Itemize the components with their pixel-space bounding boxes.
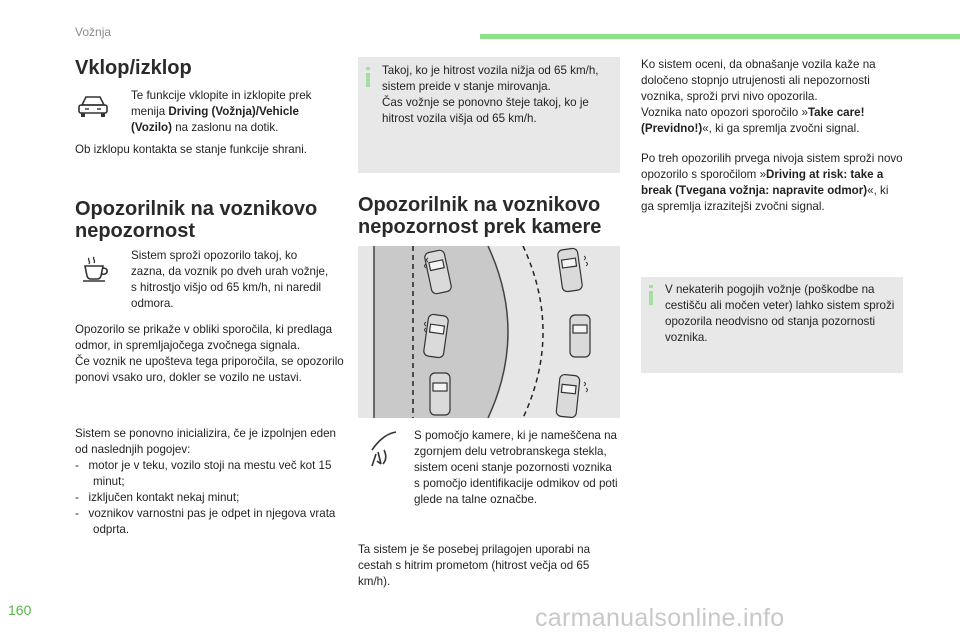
first-level-alert-paragraph: Ko sistem oceni, da obnašanje vozila kaže na določeno stopnjo utrujenosti ali nepozornosti voznika, sproži prvi nivo opozorila. Voznika nato opozori sporočilo »Take care! (Previdno!)«, ki ga spremlja zvočni signal. bbox=[641, 58, 876, 135]
reinit-paragraph: Sistem se ponovno inicializira, če je izpolnjen eden od naslednjih pogojev: - motor je v teku, vozilo stoji na mestu več kot 15 minut; - izključen kontakt nekaj minut; - voznikov varnostni pas je odpet in njegova vrata odprta. bbox=[75, 426, 347, 538]
info-icon bbox=[649, 291, 653, 305]
lane-departure-illustration bbox=[358, 246, 620, 418]
intro-paragraph: Te funkcije vklopite in izklopite prek menija Driving (Vožnja)/Vehicle (Vozilo) na zaslonu na dotik. bbox=[131, 89, 312, 134]
car-front-icon bbox=[76, 94, 110, 120]
heading-camera-alert: Opozorilnik na voznikovo nepozornost prek kamere bbox=[358, 194, 602, 238]
page-number: 160 bbox=[8, 602, 32, 618]
state-saved-paragraph: Ob izklopu kontakta se stanje funkcije shrani. bbox=[75, 143, 307, 156]
fast-roads-paragraph: Ta sistem je še posebej prilagojen uporabi na cestah s hitrim prometom (hitrost večja od 65 km/h). bbox=[358, 543, 591, 588]
camera-windshield-icon bbox=[368, 428, 398, 468]
info-text: Čas vožnje se ponovno šteje takoj, ko je hitrost vozila višja od 65 km/h. bbox=[382, 96, 589, 125]
info-text: V nekaterih pogojih vožnje (poškodbe na cestišču ali močen veter) lahko sistem sproži opozorila neodvisno od stanja pozornosti voznika. bbox=[665, 283, 895, 344]
info-box-road-conditions bbox=[641, 277, 903, 373]
info-box-speed bbox=[358, 57, 620, 173]
info-icon bbox=[366, 73, 370, 87]
alert-display-paragraph: Opozorilo se prikaže v obliki sporočila, ki predlaga odmor, in spremljajočega zvočnega signala. Če voznik ne upošteva tega priporočila, se opozorilo ponovi vsako uro, dokler se vozilo ne ustavi. bbox=[75, 323, 344, 384]
section-label: Vožnja bbox=[75, 25, 112, 39]
heading-vklop-izklop: Vklop/izklop bbox=[75, 57, 192, 79]
coffee-cup-icon bbox=[81, 254, 111, 284]
info-text: Takoj, ko je hitrost vozila nižja od 65 km/h, sistem preide v stanje mirovanja. bbox=[382, 64, 599, 93]
second-level-alert-paragraph: Po treh opozorilih prvega nivoja sistem sproži novo opozorilo s sporočilom »Driving at risk: take a break (Tvegana vožnja: napravite odmor)«, ki ga spremlja izrazitejši zvočni signal. bbox=[641, 152, 903, 213]
watermark: carmanualsonline.info bbox=[535, 604, 785, 632]
camera-description-paragraph: S pomočjo kamere, ki je nameščena na zgornjem delu vetrobranskega stekla, sistem oceni stanje pozornosti voznika s pomočjo identifikacije odmikov od poti glede na talne označbe. bbox=[414, 429, 618, 506]
alert-trigger-paragraph: Sistem sproži opozorilo takoj, ko zazna, da voznik po dveh urah vožnje, s hitrostjo višjo od 65 km/h, ni naredil odmora. bbox=[131, 249, 329, 310]
list-item: - izključen kontakt nekaj minut; bbox=[75, 491, 240, 504]
header-rule bbox=[480, 34, 960, 39]
list-item: - motor je v teku, vozilo stoji na mestu več kot 15 minut; bbox=[75, 459, 332, 488]
list-item: - voznikov varnostni pas je odpet in njegova vrata odprta. bbox=[75, 507, 336, 536]
heading-driver-attention-alert: Opozorilnik na voznikovo nepozornost bbox=[75, 198, 318, 242]
